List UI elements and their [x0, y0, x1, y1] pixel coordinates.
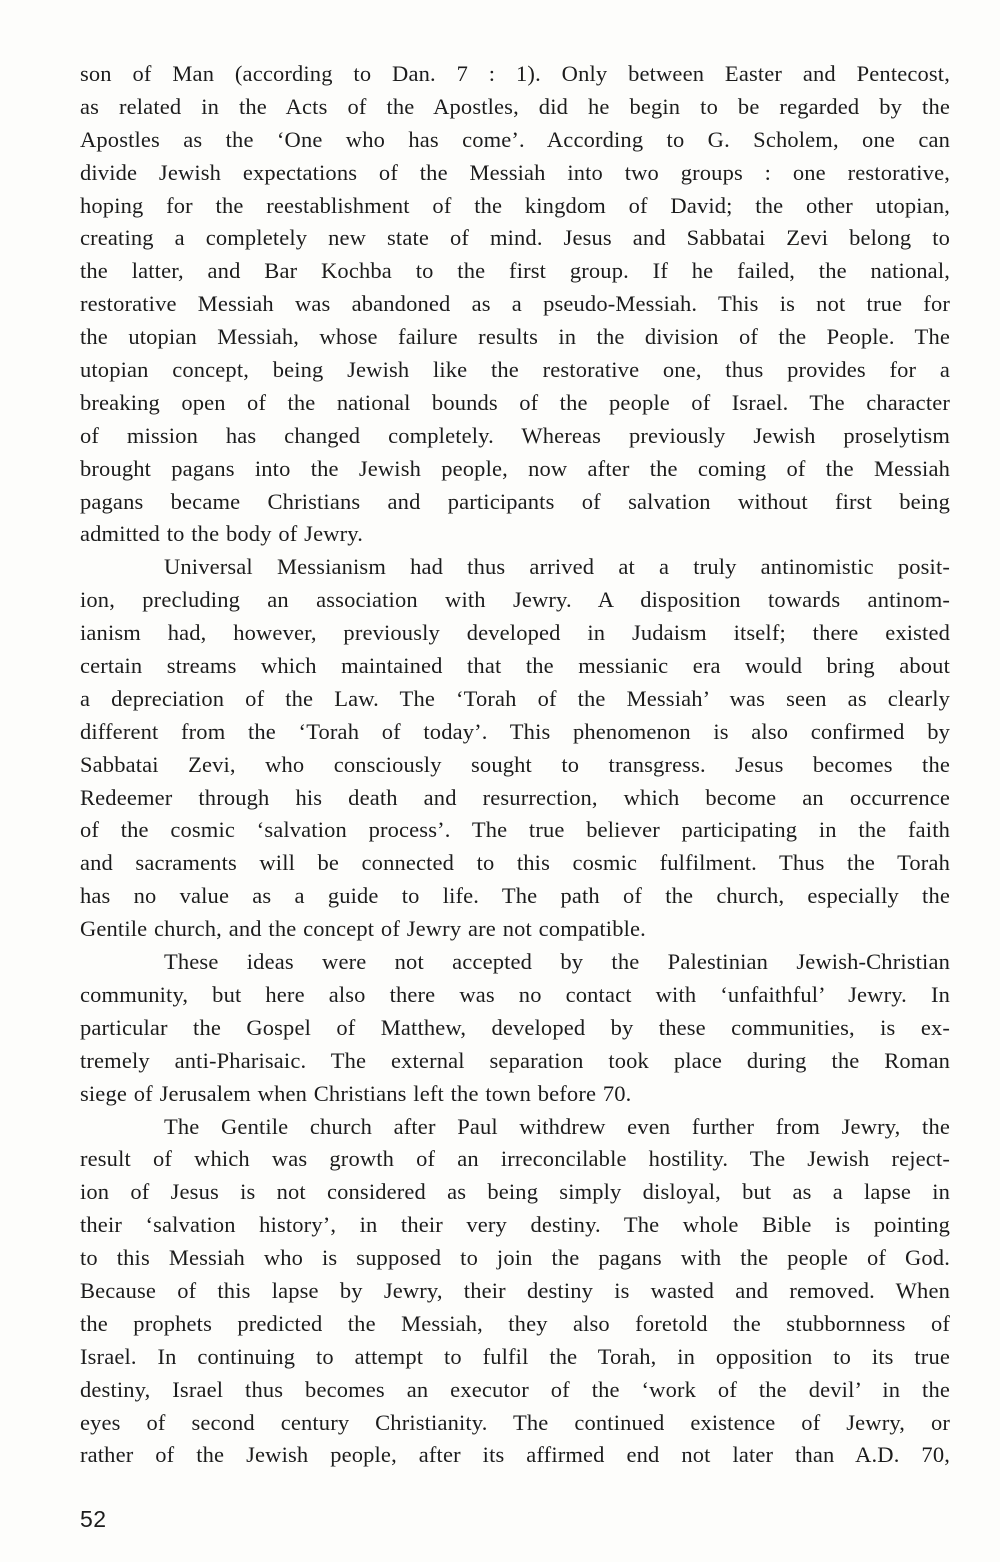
text-line: the prophets predicted the Messiah, they also foretold the stubbornness of: [80, 1310, 950, 1336]
text-line: has no value as a guide to life. The path of the church, especially the: [80, 883, 950, 909]
text-line: restorative Messiah was abandoned as a pseudo-Messiah. This is not true for: [80, 291, 950, 317]
text-line: admitted to the body of Jewry.: [80, 521, 363, 547]
text-line: tremely anti-Pharisaic. The external separation took place during the Roman: [80, 1047, 950, 1073]
text-line: destiny, Israel thus becomes an executor of the ‘work of the devil’ in the: [80, 1376, 950, 1402]
text-line: ion of Jesus is not considered as being simply disloyal, but as a lapse in: [80, 1179, 950, 1205]
text-line: Gentile church, and the concept of Jewry are not compatible.: [80, 916, 646, 942]
text-line: utopian concept, being Jewish like the restorative one, thus provides for a: [80, 357, 950, 383]
text-line: of the cosmic ‘salvation process’. The true believer participating in the faith: [80, 817, 950, 843]
text-line: Because of this lapse by Jewry, their destiny is wasted and removed. When: [80, 1277, 950, 1303]
text-line: Sabbatai Zevi, who consciously sought to transgress. Jesus becomes the: [80, 751, 950, 777]
text-line: of mission has changed completely. Whereas previously Jewish proselytism: [80, 422, 950, 448]
text-line: Apostles as the ‘One who has come’. According to G. Scholem, one can: [80, 126, 950, 152]
text-line: creating a completely new state of mind. Jesus and Sabbatai Zevi belong to: [80, 225, 950, 251]
text-line: siege of Jerusalem when Christians left the town before 70.: [80, 1080, 632, 1106]
text-line: certain streams which maintained that the messianic era would bring about: [80, 653, 950, 679]
paragraph-start-line: Universal Messianism had thus arrived at a truly antinomistic posit-: [164, 554, 950, 580]
text-line: son of Man (according to Dan. 7 : 1). Only between Easter and Pentecost,: [80, 61, 950, 86]
text-line: ion, precluding an association with Jewry. A disposition towards antinom-: [80, 587, 950, 613]
text-line: pagans became Christians and participants of salvation without first being: [80, 488, 950, 514]
text-line: rather of the Jewish people, after its affirmed end not later than A.D. 70,: [80, 1442, 950, 1468]
text-line: and sacraments will be connected to this cosmic fulfilment. Thus the Torah: [80, 850, 950, 876]
text-line: result of which was growth of an irreconcilable hostility. The Jewish reject-: [80, 1146, 950, 1172]
text-line: breaking open of the national bounds of the people of Israel. The character: [80, 389, 950, 415]
paragraph-start-line: These ideas were not accepted by the Palestinian Jewish-Christian: [164, 949, 950, 975]
text-line: the utopian Messiah, whose failure results in the division of the People. The: [80, 324, 950, 350]
text-line: ianism had, however, previously developed in Judaism itself; there existed: [80, 620, 950, 646]
text-line: to this Messiah who is supposed to join the pagans with the people of God.: [80, 1245, 950, 1271]
body-text: [80, 58, 950, 1472]
text-line: different from the ‘Torah of today’. This phenomenon is also confirmed by: [80, 718, 950, 744]
text-line: particular the Gospel of Matthew, developed by these communities, is ex-: [80, 1014, 950, 1040]
text-line: the latter, and Bar Kochba to the first group. If he failed, the national,: [80, 258, 950, 284]
text-line: community, but here also there was no contact with ‘unfaithful’ Jewry. In: [80, 981, 950, 1007]
page-number: 52: [80, 1506, 107, 1532]
text-line: Redeemer through his death and resurrection, which become an occurrence: [80, 784, 950, 810]
text-line: hoping for the reestablishment of the kingdom of David; the other utopian,: [80, 192, 950, 218]
text-line: divide Jewish expectations of the Messiah into two groups : one restorative,: [80, 159, 950, 185]
text-line: eyes of second century Christianity. The continued existence of Jewry, or: [80, 1409, 950, 1435]
text-line: Israel. In continuing to attempt to fulfil the Torah, in opposition to its true: [80, 1343, 950, 1369]
text-line: their ‘salvation history’, in their very destiny. The whole Bible is pointing: [80, 1212, 950, 1238]
paragraph-start-line: The Gentile church after Paul withdrew even further from Jewry, the: [164, 1113, 950, 1139]
text-line: a depreciation of the Law. The ‘Torah of the Messiah’ was seen as clearly: [80, 685, 950, 711]
text-line: brought pagans into the Jewish people, now after the coming of the Messiah: [80, 455, 950, 481]
text-line: as related in the Acts of the Apostles, did he begin to be regarded by the: [80, 93, 950, 119]
